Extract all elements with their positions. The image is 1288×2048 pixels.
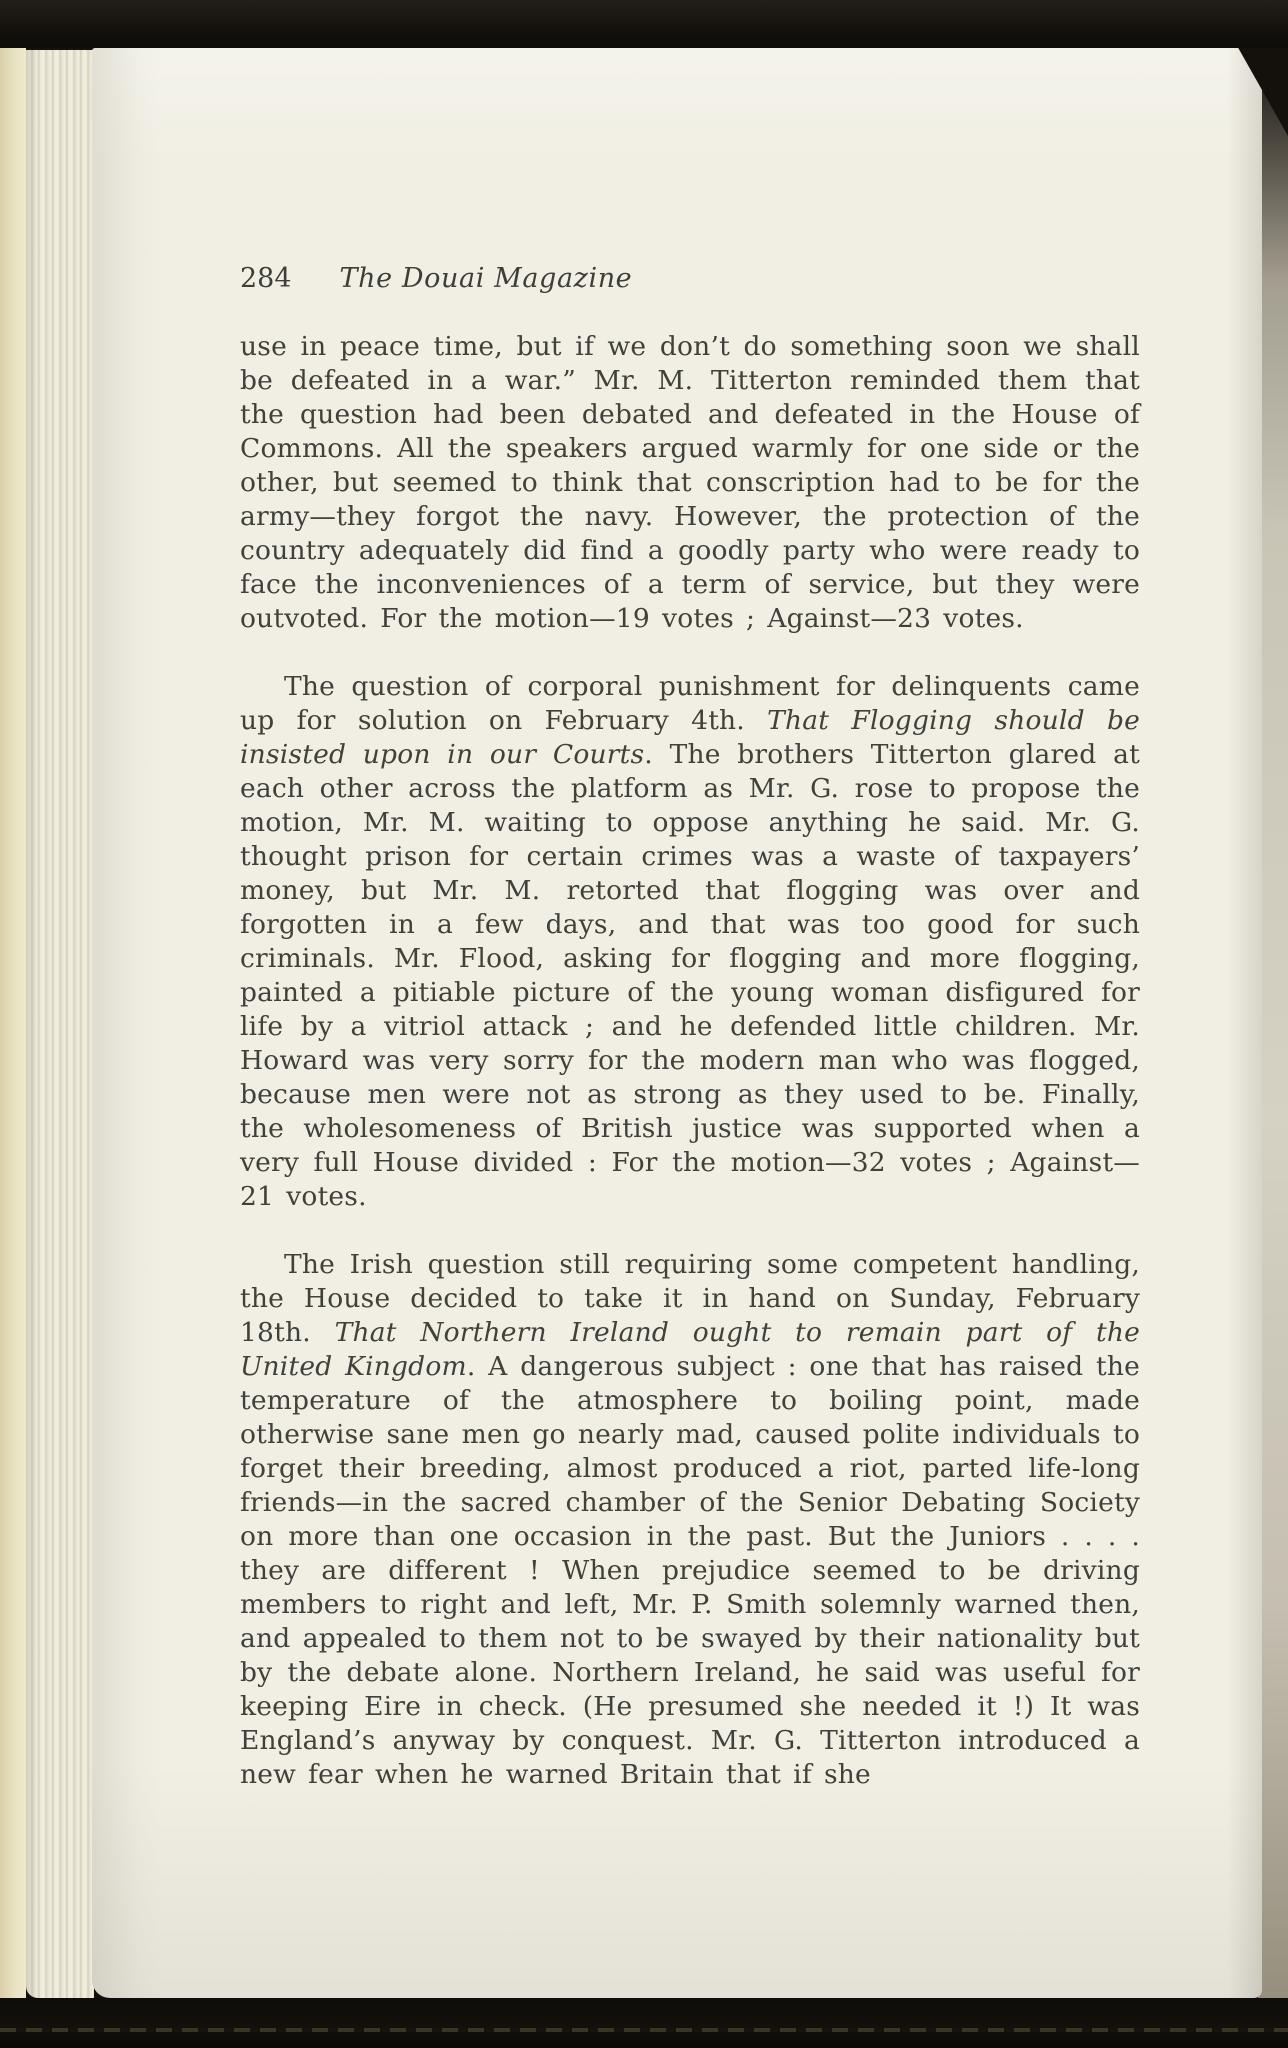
paragraph-text: The question of corporal punishment for delinquents came up for solution on February 4th. <box>240 671 1140 736</box>
paragraph-text: . A dangerous subject : one that has raised the temperature of the atmosphere to boiling point, made otherwise sane men go nearly mad, caused polite individuals to forget their breeding, almost produced a riot, parted life-long friends—in the sacred chamber of the Senior Debating Society on more than one occasion in the past. But the Juniors . . . . they are different ! When prejudice seemed to be driving members to right and left, Mr. P. Smith solemnly warned then, and appealed to them not to be swayed by their nationality but by the debate alone. Northern Ireland, he said was useful for keeping Eire in check. (He presumed she needed it !) It was England’s anyway by conquest. Mr. G. Titterton introduced a new fear when he warned Britain that if she <box>240 1351 1140 1790</box>
right-page-behind <box>1258 46 1288 1998</box>
underlying-page-edge <box>0 46 26 2000</box>
paragraph-irish-question <box>240 1248 1140 1792</box>
paragraph-text: The Irish question still requiring some competent handling, the House decided to take it in hand on Sunday, February 18th. <box>240 1249 1140 1348</box>
page-number: 284 <box>240 263 292 294</box>
book-cover-top-edge <box>0 0 1288 48</box>
motion-title-flogging: That Flogging should be insisted upon in our Courts <box>240 705 1141 770</box>
paragraph-conscription-debate <box>240 330 1140 636</box>
book-cover-bottom-edge <box>0 1998 1288 2048</box>
running-header <box>240 262 1140 296</box>
book-page <box>92 48 1262 1998</box>
paragraph-flogging-debate <box>240 670 1140 1214</box>
left-page-edges <box>26 50 94 1998</box>
motion-title-northern-ireland: That Northern Ireland ought to remain part of the United Kingdom <box>240 1317 1140 1382</box>
cover-texture-line <box>0 2028 1288 2032</box>
paragraph-text: . The brothers Titterton glared at each other across the platform as Mr. G. rose to propose the motion, Mr. M. waiting to oppose anything he said. Mr. G. thought prison for certain crimes was a waste of taxpayers’ money, but Mr. M. retorted that flogging was over and forgotten in a few days, and that was too good for such criminals. Mr. Flood, asking for flogging and more flogging, painted a pitiable picture of the young woman disfigured for life by a vitriol attack ; and he defended little children. Mr. Howard was very sorry for the modern man who was flogged, because men were not as strong as they used to be. Finally, the wholesomeness of British justice was supported when a very full House divided : For the motion—32 votes ; Against—21 votes. <box>240 739 1140 1212</box>
paragraph-text: use in peace time, but if we don’t do something soon we shall be defeated in a war.” Mr. M. Titterton reminded them that the question had been debated and defeated in the House of Commons. All the speakers argued warmly for one side or the other, but seemed to think that conscription had to be for the army—they forgot the navy. However, the protection of the country adequately did find a goodly party who were ready to face the inconveniences of a term of service, but they were outvoted. For the motion—19 votes ; Against—23 votes. <box>240 331 1140 634</box>
magazine-title: The Douai Magazine <box>339 263 633 294</box>
